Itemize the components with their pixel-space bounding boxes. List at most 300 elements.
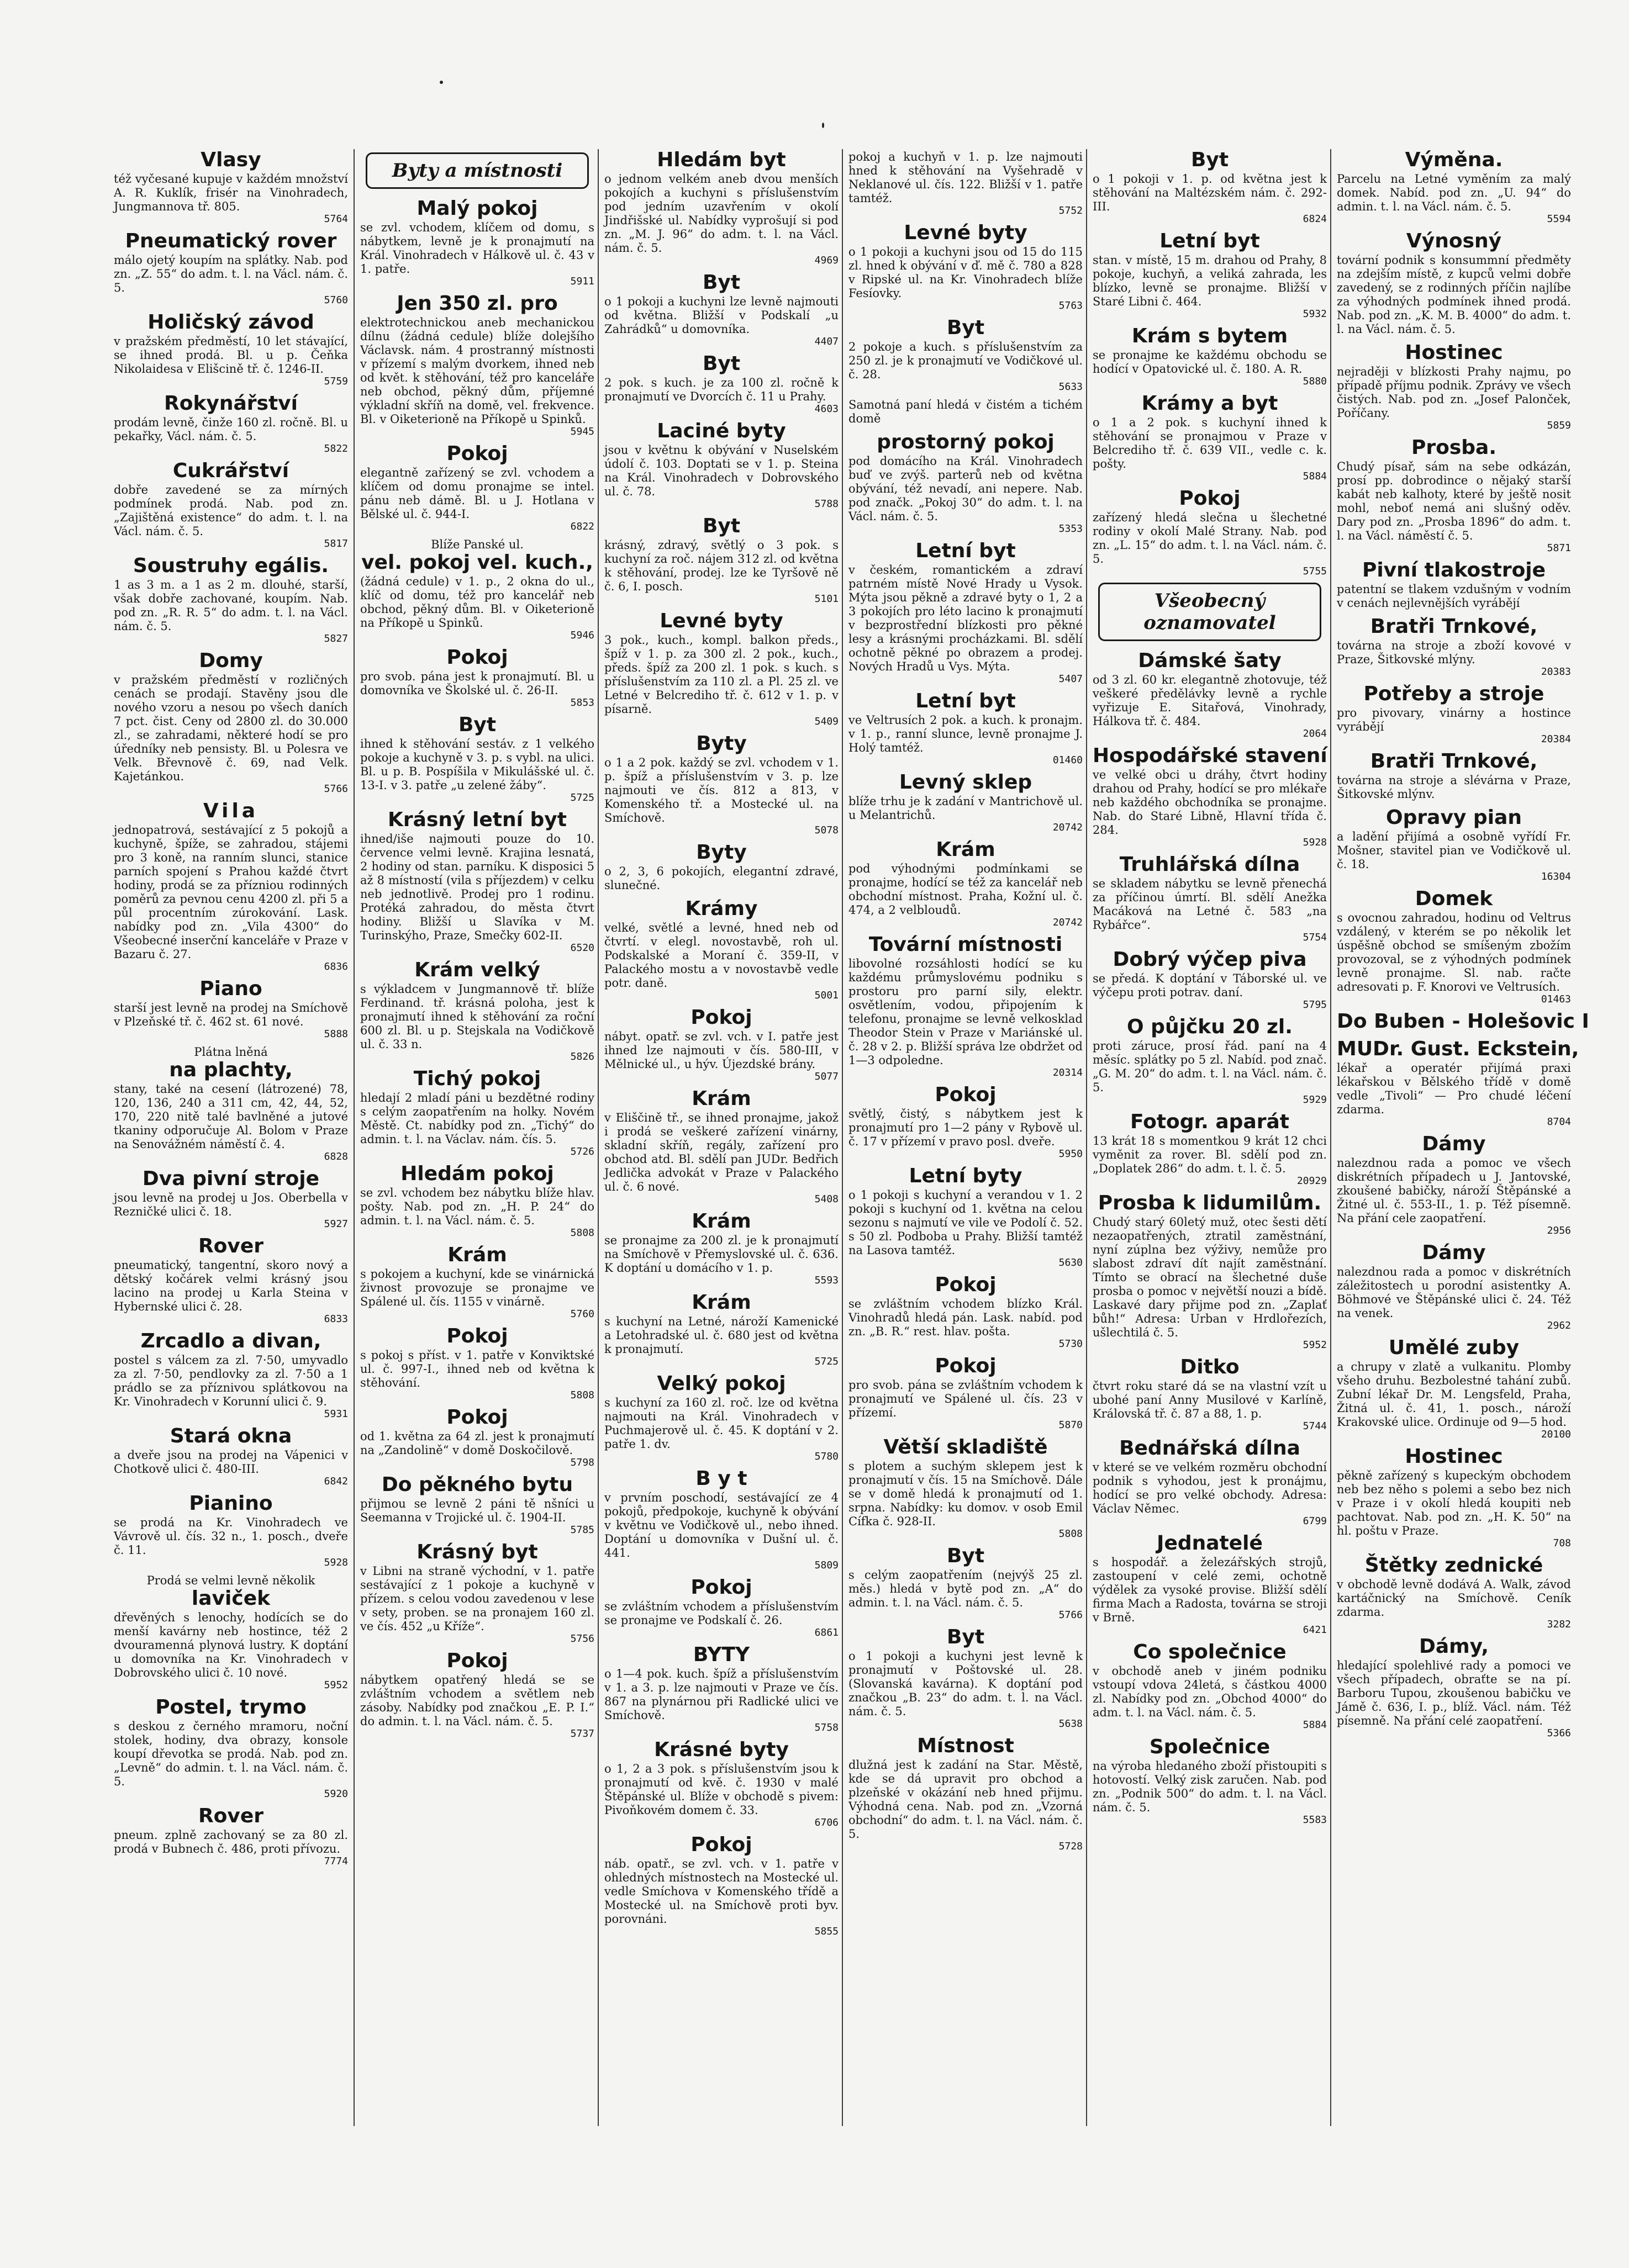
ad-text: o 1—4 pok. kuch. špíž a příslušenstvím v 1. a 3. p. lze najmouti v Praze ve čís. 867 na plynárnou při Radlické ulici ve Smíchově. — [604, 1667, 839, 1722]
ad-number: 5853 — [570, 697, 594, 709]
ad-number: 5759 — [324, 376, 348, 387]
ad-heading: Tovární místnosti — [868, 933, 1063, 956]
ad-text: stany, také na cesení (látrozené) 78, 120, 136, 240 a 311 cm, 42, 44, 52, 170, 220 nitě talé bavlněné a jutové tkaniny odporučuje Al. Bolom v Praze na Senovážném náměstí č. 4. — [114, 1082, 348, 1151]
classified-ad — [1337, 342, 1571, 431]
classified-ad — [604, 1468, 839, 1571]
ad-number: 6828 — [324, 1151, 348, 1162]
classified-ad — [848, 1436, 1083, 1540]
classified-ad — [360, 293, 594, 437]
classified-ad — [848, 540, 1083, 685]
ad-text: se prodá na Kr. Vinohradech ve Vávrově ul. čís. 32 n., 1. posch., dveře č. 11. — [114, 1516, 348, 1557]
ad-number: 5827 — [324, 633, 348, 644]
ad-heading: Holičský závod — [147, 311, 314, 334]
ad-lead-in: Plátna lněná — [194, 1045, 268, 1059]
ad-text: s kuchyní na Letné, nároží Kamenické a Letohradské ul. č. 680 jest od května k pronajmutí. — [604, 1315, 839, 1356]
ad-heading: Malý pokoj — [417, 197, 538, 220]
ad-heading: Byt — [1190, 149, 1229, 171]
ad-text: 1 as 3 m. a 1 as 2 m. dlouhé, starší, však dobře zachované, koupím. Nab. pod zn. „R. R. 5“ do adm. t. l. na Václ. nám. č. 5. — [114, 578, 348, 633]
ad-number: 5744 — [1303, 1420, 1327, 1432]
classified-ad — [1093, 1641, 1327, 1731]
classified-ad — [360, 809, 594, 954]
ad-text: se zvláštním vchodem a příslušenstvím se pronajme ve Podskalí č. 26. — [604, 1600, 839, 1627]
ad-heading: Letní byt — [915, 690, 1016, 712]
ad-text: Samotná paní hledá v čistém a tichém domě — [848, 398, 1083, 425]
classified-ad — [604, 272, 839, 347]
classified-ad — [604, 1292, 839, 1367]
classified-ad — [1093, 325, 1327, 387]
classified-ad — [114, 978, 348, 1040]
classified-ad — [848, 690, 1083, 766]
ad-number: 5920 — [324, 1788, 348, 1800]
ad-heading: Hostinec — [1405, 1445, 1503, 1468]
ad-text: dlužná jest k zadání na Star. Městě, kde se dá upravit pro obchod a plzeňské v okázání neb hned přijmu. Výhodná cena. Nab. pod zn. „Vzorná obchodní“ do adm. t. l. na Václ. nám. č. 5. — [848, 1758, 1083, 1841]
ad-text: v které se ve velkém rozměru obchodní podnik s vyhodou, jest k pronájmu, hodící se pro velké obchody. Adresa: Václav Němec. — [1093, 1461, 1327, 1515]
section-heading: Všeobecný oznamovatel — [1098, 583, 1321, 641]
ad-text: velké, světlé a levné, hned neb od čtvrtí. v elegl. novostavbě, roh ul. Podskalské a Moraní č. 359-II, v Palackého mostu a v novostavbě vedle potr. daně. — [604, 921, 839, 990]
ad-number: 5583 — [1303, 1814, 1327, 1826]
classified-ad — [114, 393, 348, 454]
ad-text: pneum. zplně zachovaný se za 80 zl. prodá v Bubnech č. 486, proti přívozu. — [114, 1828, 348, 1855]
ad-number: 20384 — [1541, 733, 1571, 745]
ad-text: továrna na stroje a slévárna v Praze, Šitkovské mlýnv. — [1337, 774, 1571, 801]
classified-ad — [848, 934, 1083, 1079]
column-3 — [604, 149, 839, 2126]
ad-number: 5728 — [1058, 1841, 1083, 1852]
ad-heading: Prosba. — [1411, 436, 1497, 459]
ad-text: elektrotechnickou aneb mechanickou dílnu (žádná cedule) blíže dolejšího Václavsk. nám. 4 prostranný místnosti v přízemí s malým dvorkem, ihned neb od květ. k stěhování, též pro kanceláře neb obchod, pěkný dům, příjemné výkladní skříň na domě, vel. frekvence. Bl. v Oiketerioně na Příkopě u Spinků. — [360, 316, 594, 426]
ad-text: elegantně zařízený se zvl. vchodem a klíčem od domu pronajme se intel. pánu neb dámě. Bl. u J. Hotlana v Bělské ul. č. 944-I. — [360, 466, 594, 521]
classified-ad — [1093, 949, 1327, 1011]
ad-number: 6822 — [570, 521, 594, 532]
classified-ad — [114, 1330, 348, 1420]
ad-text: v Libni na straně východní, v 1. patře sestávající z 1 pokoje a kuchyně v přízem. s celou vodou zavedenou v lese v sety, proben. se na pronajem 160 zl. ve čís. 452 „u Kříže“. — [360, 1564, 594, 1633]
ad-heading: Vlasy — [201, 149, 261, 171]
ad-text: světlý, čistý, s nábytkem jest k pronajmutí pro 1—2 pány v Rybově ul. č. 17 v přízemí v pravo posl. dveře. — [848, 1107, 1083, 1148]
column-5 — [1093, 149, 1327, 2126]
ad-text: ihned k stěhování sestáv. z 1 velkého pokoje a kuchyně v 3. p. s vybl. na ulici. Bl. u p. B. Pospíšila v Mikulášské ul. č. 13-I. v 3. patře „u zelené žáby“. — [360, 737, 594, 792]
ad-heading: Pokoj — [935, 1355, 997, 1377]
classified-ad — [114, 311, 348, 387]
ad-text: o 1 pokoji a kuchyni jsou od 15 do 115 zl. hned k obývání v ď. mě č. 780 a 828 v Ripské ul. na Kr. Vinohradech blíže Fesíovky. — [848, 245, 1083, 300]
ad-text: čtvrt roku staré dá se na vlastní vzít u ubohé paní Anny Musilové v Karlíně, Královská tř. č. 87 a 88, 1. p. — [1093, 1379, 1327, 1420]
ad-text: 13 krát 18 s momentkou 9 krát 12 chci vyměnit za rover. Bl. sdělí pod zn. „Doplatek 286“ do adm. t. l. č. 5. — [1093, 1134, 1327, 1175]
ad-heading: Dobrý výčep piva — [1113, 948, 1307, 971]
ad-text: nalezdnou rada a pomoc ve všech diskrétních případech u J. Jantovské, zkoušené babičky, nároží Štěpánské a Žitné ul. č. 553-II., 1. p. Též písemně. Na přání cele zaopatření. — [1337, 1156, 1571, 1225]
ad-number: 5725 — [570, 792, 594, 803]
classified-ad — [1093, 650, 1327, 739]
ad-number: 5633 — [1058, 381, 1083, 393]
ad-heading: Pokoj — [935, 1083, 997, 1106]
ad-heading: laviček — [191, 1587, 271, 1610]
ad-heading: Rover — [198, 1805, 264, 1827]
ad-heading: Stará okna — [170, 1425, 292, 1447]
classified-ad — [360, 959, 594, 1062]
ad-heading: Pokoj — [446, 1406, 508, 1429]
ad-heading: Byt — [946, 1626, 985, 1648]
ad-heading: Velký pokoj — [657, 1372, 786, 1395]
ad-lead-in: Blíže Panské ul. — [431, 538, 524, 551]
classified-ad — [114, 1805, 348, 1867]
ad-number: 5911 — [570, 276, 594, 287]
ad-text: přijmou se levně 2 páni tě nšníci u Seemanna v Trojické ul. č. 1904-II. — [360, 1497, 594, 1524]
ad-text: v obchodě aneb v jiném podniku vstoupí vdova 24letá, s částkou 4000 zl. Nabídky pod zn. „Obchod 4000“ do adm. t. l. na Václ. nám. č. 5. — [1093, 1664, 1327, 1719]
ad-heading: Pokoj — [446, 442, 508, 465]
classified-ad — [114, 149, 348, 225]
classified-ad — [848, 398, 1083, 426]
ad-text: s kuchyní za 160 zl. roč. lze od května najmouti na Král. Vinohradech v Puchmajerově ul. č. 45. K doptání v 2. patře 1. dv. — [604, 1396, 839, 1451]
ad-text: Parcelu na Letné vyměním za malý domek. Nabíd. pod zn. „U. 94“ do admin. t. l. na Václ. nám. č. 5. — [1337, 172, 1571, 213]
classified-ad — [1337, 230, 1571, 336]
ad-text: v českém, romantickém a zdraví patrném místě Nové Hrady u Vysok. Mýta jsou pěkně a zdravé byty o 1, 2 a 3 pokojích pro léto lacino k pronajmutí v bezprostřední blízkosti pro pěkné lesy a krásnými procházkami. Bl. sdělí ochotně pěkné po obrazem a prodej. Nových Hradů u Vys. Mýta. — [848, 563, 1083, 673]
ad-number: 5785 — [570, 1524, 594, 1536]
classified-ad — [848, 317, 1083, 393]
classified-ad — [1093, 1016, 1327, 1106]
ad-heading: vel. pokoj vel. kuch., — [361, 551, 593, 574]
ad-text: stan. v místě, 15 m. drahou od Prahy, 8 pokoje, kuchyň, a veliká zahrada, les blízko, levně se pronajme. Bližší v Staré Libni č. 464. — [1093, 253, 1327, 308]
ad-heading: Krámy — [685, 897, 758, 920]
ad-number: 6842 — [324, 1476, 348, 1487]
classified-ad — [1337, 149, 1571, 225]
classified-ad — [848, 1735, 1083, 1852]
ad-text: a ladění přijímá a osobně vyřídí Fr. Mošner, stavitel pian ve Vodičkově ul. č. 18. — [1337, 830, 1571, 871]
ad-number: 5798 — [570, 1457, 594, 1468]
column-rule — [598, 149, 599, 2126]
ad-text: a dveře jsou na prodej na Vápenici v Chotkově ulici č. 480-III. — [114, 1448, 348, 1476]
ad-number: 5407 — [1058, 673, 1083, 685]
ad-text: libovolné rozsáhlosti hodící se ku každému průmyslovému podniku s prostoru pro parní sily, elektr. osvětlením, vodou, připojením k telefonu, pronajme se levně velkosklad Theodor Stein v Praze v Mariánské ul. č. 28 v 2. p. Bližší správa lze obdržet od 1—3 odpoledne. — [848, 957, 1083, 1067]
ad-text: prodám levně, činže 160 zl. ročně. Bl. u pekařky, Václ. nám. č. 5. — [114, 416, 348, 443]
ad-number: 5946 — [570, 630, 594, 641]
ad-heading: Dámy, — [1419, 1635, 1489, 1658]
ad-number: 5766 — [1058, 1609, 1083, 1621]
ad-text: o 2, 3, 6 pokojích, elegantní zdravé, slunečné. — [604, 865, 839, 892]
classified-ad — [360, 538, 594, 641]
ad-heading: Piano — [199, 977, 262, 1000]
ad-heading: Letní byty — [909, 1165, 1022, 1187]
ad-text: ihned/iše najmouti pouze do 10. července velmi levně. Krajina lesnatá, 2 hodiny od stan. parníku. K disposici 5 až 8 místností (vila s příjezdem) v celku neb jednotlivě. Prodej pro 1 rodinu. Protéká zahradou, do města čtvrt hodiny. Bližší u Slavíka v M. Turinskýho, Praze, Smečky 602-II. — [360, 832, 594, 942]
ad-text: pneumatický, tangentní, skoro nový a dětský kočárek velmi krásný jsou lacino na prodej u Karla Steina v Hybernské ulici č. 28. — [114, 1259, 348, 1313]
ad-text: s hospodář. a železářských strojů, zastoupení v celé zemi, ochotně výdělek za vysoké provise. Bližší sdělí firma Mach a Radosta, továrna se stroji v Brně. — [1093, 1556, 1327, 1624]
print-speck — [822, 123, 824, 128]
ad-number: 6836 — [324, 961, 348, 972]
ad-text: s deskou z černého mramoru, noční stolek, hodiny, dva obrazy, konsole koupí dřevotka se prodá. Nab. pod zn. „Levně“ do admin. t. l. na Václ. nám. č. 5. — [114, 1720, 348, 1788]
classified-ad — [1337, 888, 1571, 1005]
ad-number: 5760 — [324, 294, 348, 306]
ad-heading: Krám — [936, 838, 995, 861]
classified-ad — [1337, 1555, 1571, 1630]
ad-text: nejraději v blízkosti Prahy najmu, po případě příjmu podnik. Zprávy ve všech čistých. Nab. pod zn. „Josef Palonček, Poříčany. — [1337, 365, 1571, 420]
ad-heading: Krám — [692, 1087, 751, 1110]
classified-ad — [114, 800, 348, 972]
ad-heading: Pivní tlakostroje — [1362, 559, 1546, 581]
classified-ad — [1337, 1133, 1571, 1236]
ad-number: 5353 — [1058, 523, 1083, 535]
ad-heading: Hostinec — [1405, 341, 1503, 364]
ad-heading: Krám velký — [414, 959, 540, 981]
print-speck — [440, 81, 443, 84]
classified-ad — [604, 842, 839, 892]
ad-heading: Dva pivní stroje — [142, 1167, 320, 1190]
ad-heading: O půjčku 20 zl. — [1127, 1016, 1293, 1038]
classified-ad — [114, 1696, 348, 1800]
ad-text: v prvním poschodí, sestávající ze 4 pokojů, předpokoje, kuchyně k obývání v květnu ve Vodičkově ul., nebo ihned. Doptání u domovníka v Dušní ul. č. 441. — [604, 1491, 839, 1559]
ad-number: 6520 — [570, 942, 594, 954]
ad-text: o 1 pokoji v 1. p. od května jest k stěhování na Maltézském nám. č. 292-III. — [1093, 172, 1327, 213]
classified-ad — [848, 839, 1083, 928]
ad-heading: Byty — [696, 732, 747, 755]
ad-number: 5884 — [1303, 1719, 1327, 1731]
ad-number: 5638 — [1058, 1718, 1083, 1730]
ad-number: 5859 — [1547, 420, 1571, 431]
classified-ad — [604, 1210, 839, 1286]
ad-text: na výroba hledaného zboží přistoupiti s hotovostí. Velký zisk zaručen. Nab. pod zn. „Podnik 500“ do adm. t. l. na Václ. nám. č. 5. — [1093, 1759, 1327, 1814]
ad-text: o 1 pokoji a kuchyni lze levně najmouti od května. Bližší v Podskalí „u Zahrádků“ u domovníka. — [604, 295, 839, 336]
ad-number: 5817 — [324, 538, 348, 549]
classified-ad — [1337, 616, 1571, 678]
ad-heading: Postel, trymo — [155, 1696, 307, 1719]
ad-heading: Letní byt — [915, 540, 1016, 562]
ad-text: a chrupy v zlatě a vulkanitu. Plomby všeho druhu. Bezbolestné tahání zubů. Zubní lékař Dr. M. Lengsfeld, Praha, Žitná ul. č. 41, 1. posch., nároží Krakovské ulice. Ordinuje od 9—5 hod. — [1337, 1360, 1571, 1429]
ad-text: se zvláštním vchodem blízko Král. Vinohradů hledá pán. Lask. nabíd. pod zn. „B. R.“ rest. hlav. pošta. — [848, 1297, 1083, 1338]
classified-ad — [848, 222, 1083, 311]
ad-text: se skladem nábytku se levně přenechá za příčinou úmrtí. Bl. sdělí Anežka Macáková na Letné č. 583 „na Rybářce“. — [1093, 877, 1327, 932]
ad-text: Chudý písař, sám na sebe odkázán, prosí pp. dobrodince o nějaký starší kabát neb kalhoty, které by ještě nosit mohl, neboť nemá ani slušný oděv. Dary pod zn. „Prosba 1896“ do adm. t. l. na Václ. náměstí č. 5. — [1337, 460, 1571, 542]
classified-ad — [848, 150, 1083, 216]
ad-number: 6799 — [1303, 1515, 1327, 1527]
classified-ad — [360, 1407, 594, 1468]
classified-ad — [1337, 807, 1571, 882]
ad-heading: Pokoj — [1179, 487, 1241, 510]
ad-heading: Rover — [198, 1235, 264, 1257]
ad-number: 5101 — [814, 593, 839, 605]
ad-heading: Výnosný — [1406, 230, 1502, 252]
ad-text: se pronajme za 200 zl. je k pronajmutí na Smíchově v Přemyslovské ul. č. 636. K doptání u domácího v 1. p. — [604, 1234, 839, 1275]
ad-number: 8704 — [1547, 1116, 1571, 1128]
ad-text: v pražském předměstí, 10 let stávající, se ihned prodá. Bl. u p. Čeňka Nikolaidesa v Elišcině tř. č. 1246-II. — [114, 335, 348, 376]
classified-ad — [1093, 149, 1327, 225]
classified-ad — [360, 1541, 594, 1645]
ad-text: hledající spolehlivé rady a pomoci ve všech případech, obraťte se na pí. Barboru Tupou, zkoušenou babičku ve Jámě č. 636, I. p., blíž. Václ. nám. Též písemně. Na přání celé zaopatření. — [1337, 1659, 1571, 1727]
ad-text: se zvl. vchodem bez nábytku blíže hlav. pošty. Nab. pod zn. „H. P. 24“ do admin. t. l. na Václ. nám. č. 5. — [360, 1186, 594, 1227]
classified-ad — [360, 443, 594, 532]
classified-ad — [360, 1474, 594, 1536]
ad-text: v pražském předměstí v rozličných cenách se prodají. Stavěny jsou dle nového vzoru a nesou po všech daních 7 pct. čist. Ceny od 2800 zl. do 30.000 zl., se zahradami, některé hodí se pro úředníky neb pensisty. Bl. u Polesra ve Velk. Břevnově č. 69, nad Velk. Kajetánkou. — [114, 673, 348, 783]
ad-heading: Větší skladiště — [883, 1436, 1048, 1458]
ad-text: ve Veltrusích 2 pok. a kuch. k pronajm. v 1. p., ranní slunce, levně pronajme J. Holý tamtéž. — [848, 713, 1083, 754]
ad-text: o 1 a 2 pok. každý se zvl. vchodem v 1. p. špíž a příslušenstvím v 3. p. lze najmouti ve čís. 812 a 813, v Komenského tř. a Mostecké ul. na Smíchově. — [604, 756, 839, 824]
ad-text: o jednom velkém aneb dvou menších pokojích a kuchyni s příslušenstvím pod jedním uzavřením v okolí Jindřišské ul. Nabídky vyprošují si pod zn. „M. J. 96“ do adm. t. l. na Václ. nám. č. 5. — [604, 172, 839, 255]
ad-number: 5780 — [814, 1451, 839, 1462]
ad-number: 4407 — [814, 336, 839, 347]
ad-number: 5756 — [570, 1633, 594, 1645]
ad-text: nalezdnou rada a pomoc v diskrétních záležitostech u porodní asistentky A. Böhmové ve Štěpánské ulici č. 24. Též na venek. — [1337, 1265, 1571, 1320]
ad-heading: Krám s bytem — [1131, 325, 1288, 347]
ad-heading: Bratři Trnkové, — [1370, 615, 1538, 638]
ad-heading: Umělé zuby — [1388, 1336, 1520, 1359]
column-4 — [848, 149, 1083, 2126]
ad-number: 16304 — [1541, 871, 1571, 882]
ad-heading: MUDr. Gust. Eckstein, — [1337, 1038, 1579, 1060]
ad-number: 6706 — [814, 1817, 839, 1828]
ad-number: 5754 — [1303, 932, 1327, 943]
ad-text: postel s válcem za zl. 7·50, umyvadlo za zl. 7·50, pendlovky za zl. 7·50 a 1 prádlo se za příznivou splátkovou na Kr. Vinohradech v Korunní ulici č. 9. — [114, 1354, 348, 1408]
ad-number: 5808 — [570, 1227, 594, 1239]
ad-heading: na plachty, — [169, 1059, 293, 1081]
ad-number: 5855 — [814, 1926, 839, 1937]
section-heading: Byty a místnosti — [366, 152, 589, 189]
classified-ad — [604, 610, 839, 727]
classified-ad — [1093, 1111, 1327, 1187]
ad-heading: Byt — [702, 515, 741, 537]
ad-number: 5752 — [1058, 205, 1083, 216]
ad-heading: Rokynářství — [164, 392, 298, 415]
ad-heading: Výměna. — [1405, 149, 1503, 171]
ad-text: hledají 2 mladí páni u bezdětné rodiny s celým zaopatřením na holky. Novém Městě. Ct. nabídky pod zn. „Tichý“ do admin. t. l. na Václav. nám. čís. 5. — [360, 1091, 594, 1146]
classified-ad — [604, 1088, 839, 1205]
ad-heading: Byt — [702, 271, 741, 294]
classified-ad — [1337, 1038, 1579, 1128]
ad-heading: Krásné byty — [654, 1738, 789, 1761]
classified-ad — [114, 650, 348, 795]
ad-text: pěkně zařízený s kupeckým obchodem neb bez něho s polemi a sebo bez nich v Praze i v okolí hledá koupiti neb pachtovat. Nab. pod zn. „H. K. 50“ na hl. poštu v Praze. — [1337, 1469, 1571, 1537]
ad-number: 5763 — [1058, 300, 1083, 311]
ad-number: 5880 — [1303, 376, 1327, 387]
ad-text: ve velké obci u dráhy, čtvrt hodiny drahou od Prahy, hodící se pro mlékaře neb každého obchodníka se pronajme. Nab. do Staré Libně, Hlavní třída č. 284. — [1093, 768, 1327, 837]
classified-ad — [360, 1068, 594, 1157]
ad-text: blíže trhu je k zadání v Mantrichově ul. u Melantrichů. — [848, 795, 1083, 822]
classified-ad — [114, 555, 348, 644]
classified-ad — [1093, 393, 1327, 482]
ad-text: od 1. května za 64 zl. jest k pronajmutí na „Zandolině“ v domě Doskočilově. — [360, 1430, 594, 1457]
ad-text: jednopatrová, sestávající z 5 pokojů a kuchyně, špíže, se zahradou, stájemi pro 3 koně, na ranním slunci, stanice parních spojení s Prahou každé čtvrt hodiny, prodá se za přízniou rodinných poměrů za pevnou cenu 4200 zl. při 5 a půl procentním zúrokování. Lask. nabídky pod zn. „Vila 4300“ do Všeobecné inserční kanceláře v Praze v Bazaru č. 27. — [114, 823, 348, 961]
ad-text: patentní se tlakem vzdušným v vodním v cenách nejlevnějších vyrábějí — [1337, 583, 1571, 610]
ad-heading: prostorný pokoj — [877, 431, 1055, 453]
classified-ad — [848, 1274, 1083, 1350]
ad-number: 3282 — [1547, 1619, 1571, 1630]
ad-number: 5952 — [324, 1679, 348, 1691]
ad-number: 5795 — [1303, 999, 1327, 1011]
ad-number: 5788 — [814, 498, 839, 510]
classified-ad — [1093, 1356, 1327, 1432]
column-rule — [842, 149, 843, 2126]
ad-heading: Tichý pokoj — [413, 1067, 541, 1090]
ad-heading: Co společnice — [1133, 1641, 1287, 1663]
ad-number: 5760 — [570, 1308, 594, 1320]
ad-number: 20314 — [1052, 1067, 1083, 1079]
ad-number: 5755 — [1303, 565, 1327, 577]
classified-ad — [604, 1739, 839, 1828]
ad-number: 5809 — [814, 1559, 839, 1571]
classified-ad — [1337, 1242, 1571, 1331]
ad-number: 5871 — [1547, 542, 1571, 554]
classified-ad — [114, 1574, 348, 1691]
ad-number: 5594 — [1547, 213, 1571, 225]
ad-text: proti záruce, prosí řád. paní na 4 měsíc. splátky po 5 zl. Nabíd. pod znač. „G. M. 20“ do adm. t. l. na Václ. nám. č. 5. — [1093, 1039, 1327, 1094]
ad-number: 5927 — [324, 1218, 348, 1230]
ad-text: s plotem a suchým sklepem jest k pronajmutí v čís. 15 na Smíchově. Dále se v domě hledá k pronajmutí od 1. srpna. Nabídky: ku domov. v osob Emil Cífka č. 928-II. — [848, 1460, 1083, 1528]
ad-heading: Krásný byt — [417, 1541, 538, 1563]
ad-heading: Pokoj — [690, 1006, 752, 1029]
ad-text: od 3 zl. 60 kr. elegantně zhotovuje, též veškeré předělávky levně a rychle vyřizuje E. Sitařová, Vinohrady, Hálkova tř. č. 484. — [1093, 673, 1327, 728]
ad-number: 01463 — [1541, 993, 1571, 1005]
ad-number: 2962 — [1547, 1320, 1571, 1331]
classified-ad — [848, 1626, 1083, 1730]
column-2 — [360, 149, 594, 2126]
ad-heading: Do pěkného bytu — [381, 1473, 573, 1496]
ad-heading: Laciné byty — [657, 420, 786, 442]
classified-ad — [848, 1355, 1083, 1431]
ad-text: 2 pok. s kuch. je za 100 zl. ročně k pronajmutí ve Dvorcích č. 11 u Prahy. — [604, 376, 839, 403]
ad-heading: Hledám pokoj — [400, 1162, 554, 1185]
ad-text: tovární podnik s konsummní předměty na zdejším místě, z kupců velmi dobře zavedený, se z rodinných příčin najlíbe za výhodných podmínek ihned prodá. Nab. pod zn. „K. M. B. 4000“ do adm. t. l. na Václ. nám. č. 5. — [1337, 253, 1571, 336]
ad-heading: Vila — [203, 800, 259, 822]
ad-number: 6824 — [1303, 213, 1327, 225]
classified-ad — [360, 714, 594, 803]
ad-text: pod výhodnými podmínkami se pronajme, hodící se též za kancelář neb obchodní místnost. Praha, Kožní ul. č. 474, a 2 velbloudů. — [848, 862, 1083, 917]
ad-heading: Do Buben - Holešovic I — [1337, 1010, 1589, 1033]
ad-heading: Pokoj — [690, 1833, 752, 1856]
classified-ad — [1093, 1437, 1327, 1527]
ad-heading: Byt — [702, 352, 741, 375]
ad-text: se zvl. vchodem, klíčem od domu, s nábytkem, levně je k pronajmutí na Král. Vinohradech v Hálkově ul. č. 43 v 1. patře. — [360, 221, 594, 276]
classified-ad — [1337, 1446, 1571, 1549]
ad-heading: Truhlářská dílna — [1119, 853, 1300, 876]
ad-number: 5725 — [814, 1356, 839, 1367]
ad-number: 5730 — [1058, 1338, 1083, 1350]
classified-ad — [1337, 437, 1571, 554]
ad-number: 5077 — [814, 1071, 839, 1082]
ad-text: o 1, 2 a 3 pok. s příslušenstvím jsou k pronajmutí od kvě. č. 1930 v malé Štěpánské ul. Blíže v obchodě s pivem: Pivoňkovém domem č. 33. — [604, 1762, 839, 1817]
ad-number: 20100 — [1541, 1429, 1571, 1440]
ad-heading: Letní byt — [1159, 230, 1260, 252]
ad-heading: Jednatelé — [1157, 1532, 1263, 1555]
ad-heading: Pneumatický rover — [125, 230, 337, 252]
ad-text: o 1 a 2 pok. s kuchyní ihned k stěhování se pronajmou v Praze v Belcrediho tř. č. 639 VII., vedle c. k. pošty. — [1093, 416, 1327, 470]
ad-heading: Pianino — [189, 1492, 273, 1515]
ad-number: 5884 — [1303, 470, 1327, 482]
ad-heading: Krám — [692, 1210, 751, 1233]
ad-heading: Pokoj — [935, 1273, 997, 1296]
ad-number: 5078 — [814, 824, 839, 836]
ad-text: pro pivovary, vinárny a hostince vyrábějí — [1337, 706, 1571, 733]
ad-text: pod domácího na Král. Vinohradech buď ve zvýš. parterů neb od května obývání, též nevadí, ani nepere. Nab. pod značk. „Pokoj 30“ do adm. t. l. na Václ. nám. č. 5. — [848, 454, 1083, 523]
classified-ad — [848, 1545, 1083, 1621]
ad-number: 5366 — [1547, 1727, 1571, 1739]
ad-number: 5950 — [1058, 1148, 1083, 1160]
ad-text: pro svob. pána se zvláštním vchodem k pronajmutí ve Spálené ul. čís. 23 v přízemí. — [848, 1378, 1083, 1419]
classified-ad — [604, 515, 839, 605]
ad-heading: Pokoj — [446, 1650, 508, 1672]
ad-heading: Jen 350 zl. pro — [397, 292, 558, 315]
ad-lead-in: Prodá se velmi levně několik — [146, 1574, 315, 1587]
classified-ad — [1337, 1636, 1571, 1739]
ad-number: 20383 — [1541, 666, 1571, 678]
ad-number: 5929 — [1303, 1094, 1327, 1106]
ad-heading: Bratři Trnkové, — [1370, 750, 1538, 773]
ad-number: 4603 — [814, 403, 839, 415]
ad-heading: Fotogr. aparát — [1130, 1111, 1290, 1133]
ad-number: 5766 — [324, 783, 348, 795]
classified-ad — [1093, 745, 1327, 848]
ad-text: dřevěných s lenochy, hodících se do menší kavárny neb hostince, též 2 dvouramenná plynová lustry. K doptání u domovníka na Kr. Vinohradech v Dobrovského ulici č. 10 nové. — [114, 1611, 348, 1679]
ad-number: 5932 — [1303, 308, 1327, 320]
ad-heading: Levný sklep — [899, 771, 1032, 794]
ad-text: s pokojem a kuchyní, kde se vinárnická živnost provozuje se pronajme ve Spálené ul. čís. 1155 v vinárně. — [360, 1267, 594, 1308]
classified-ad — [360, 198, 594, 287]
ad-text: s pokoj s příst. v 1. patře v Konviktské ul. č. 997-I., ihned neb od května k stěhování. — [360, 1349, 594, 1389]
ad-number: 6421 — [1303, 1624, 1327, 1636]
ad-number: 5888 — [324, 1028, 348, 1040]
